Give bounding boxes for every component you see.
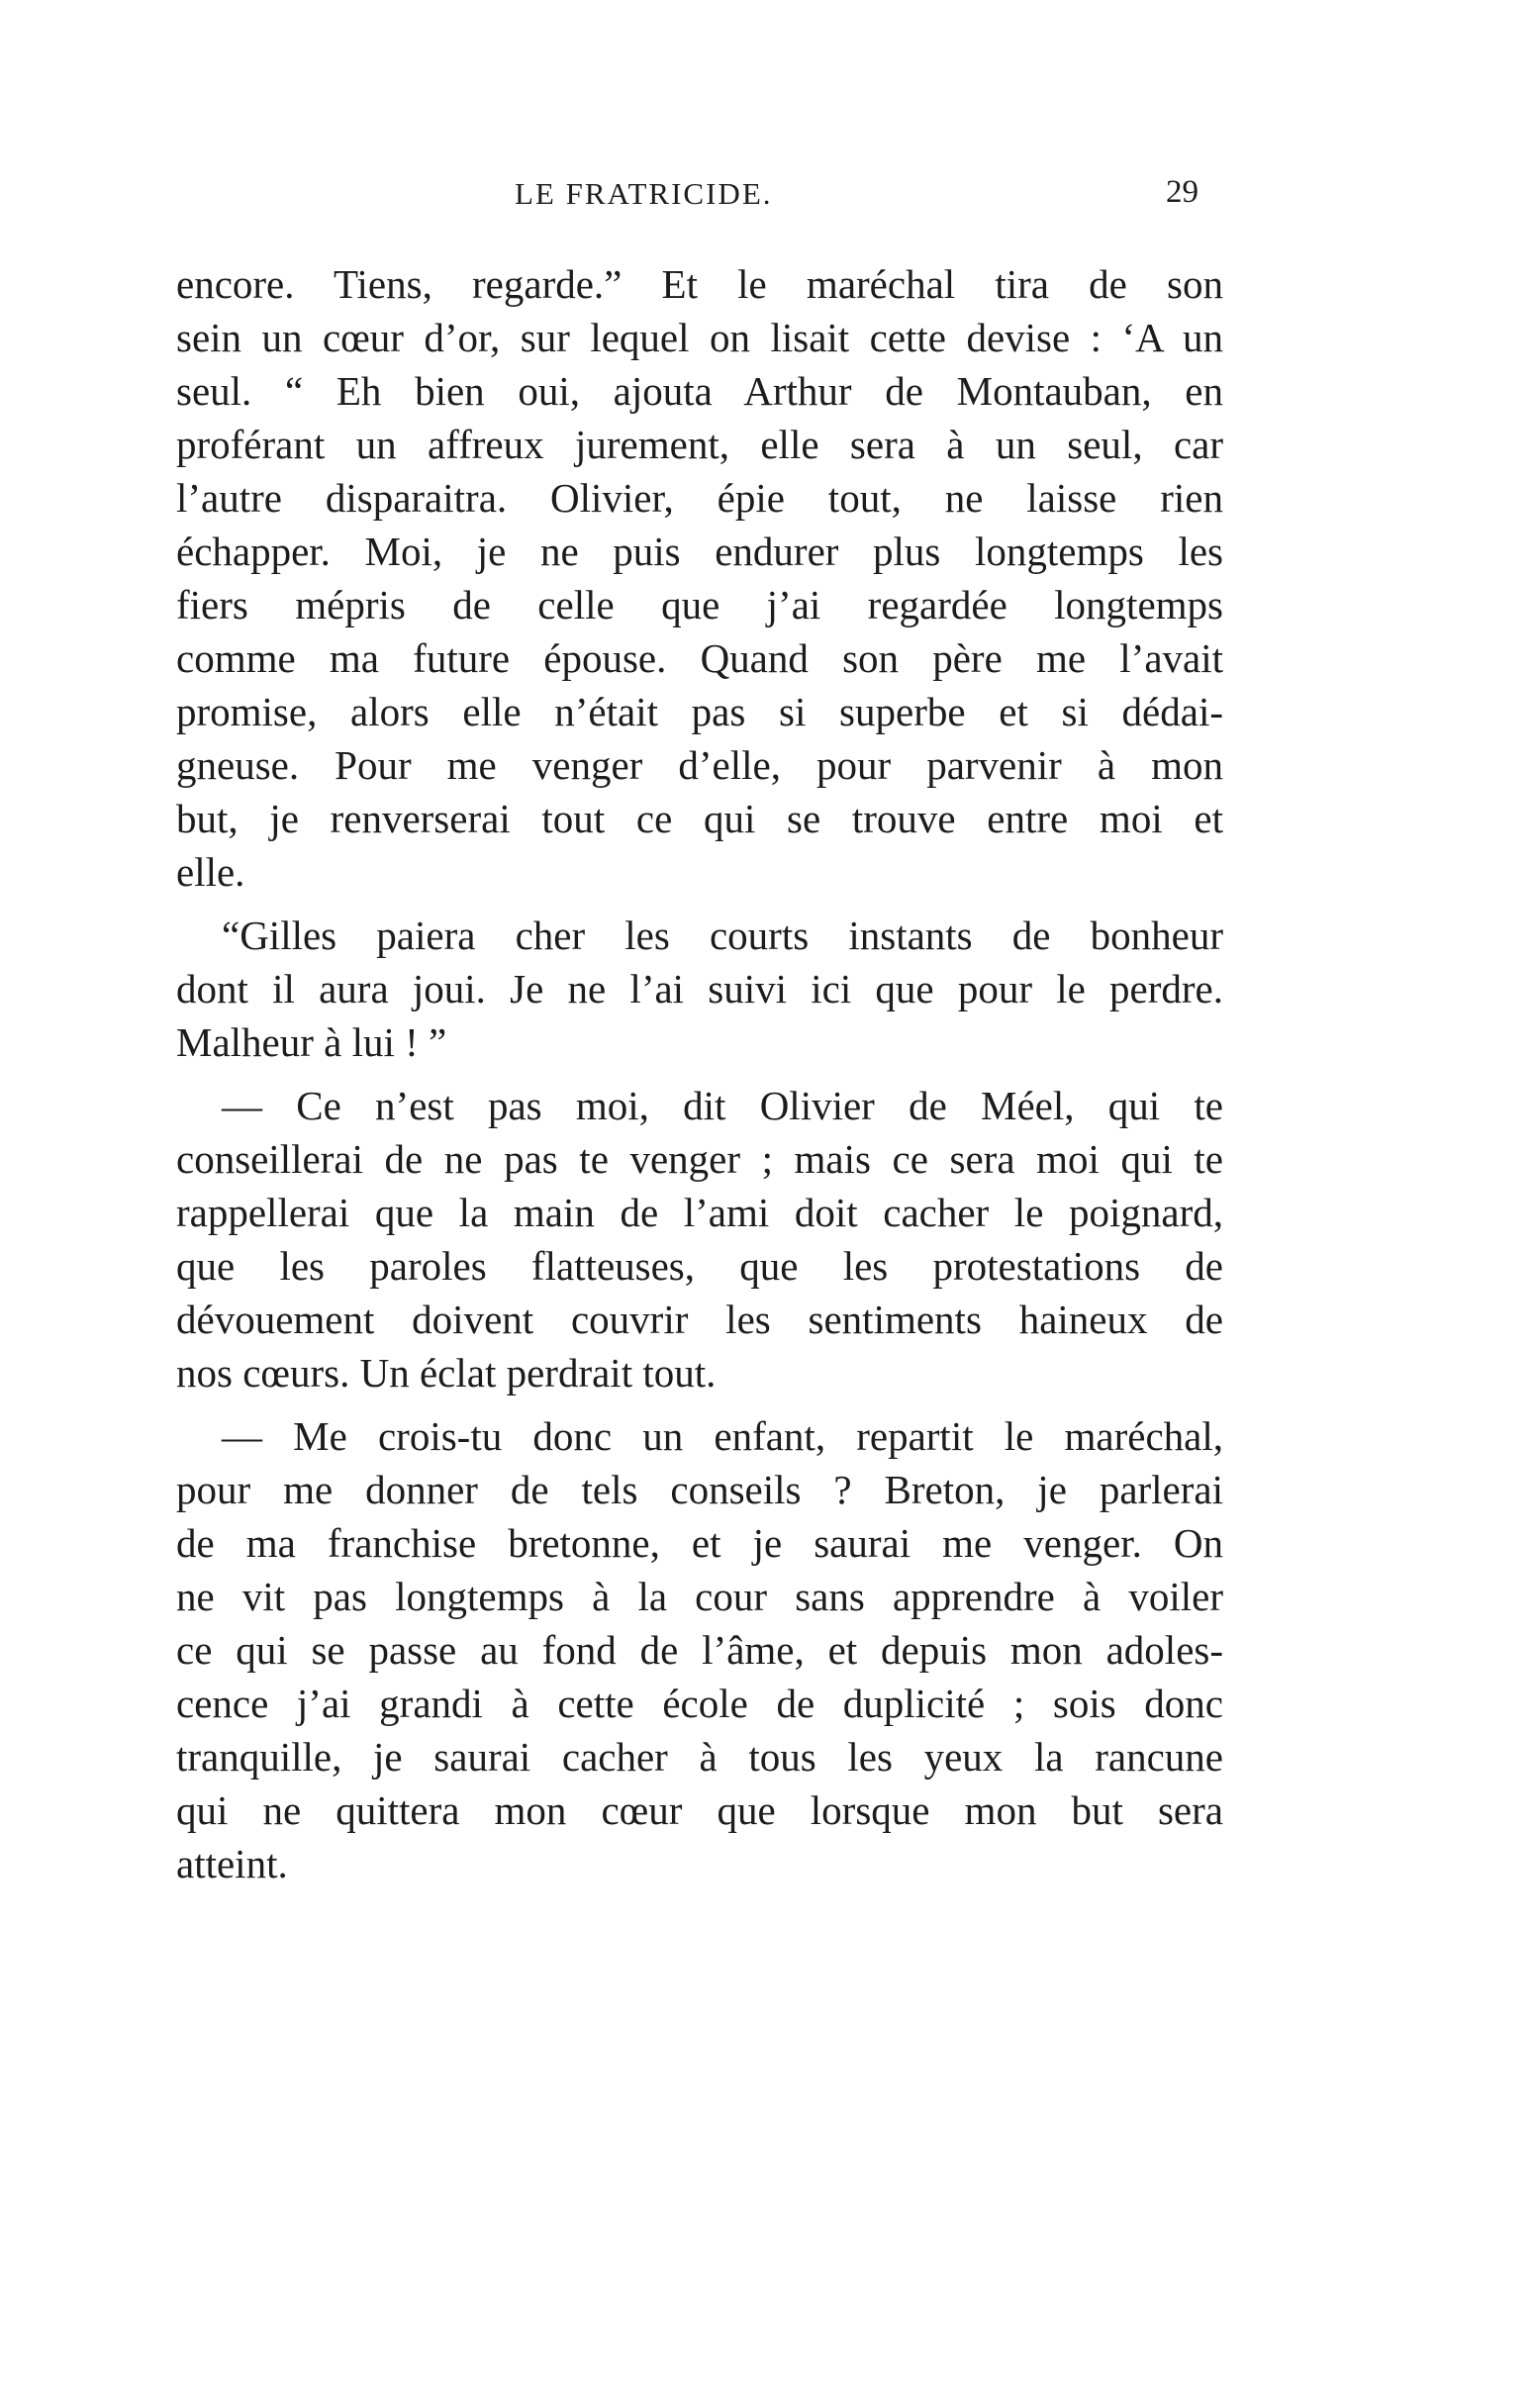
text-line: échapper. Moi, je ne puis endurer plus longtemps les — [176, 529, 1223, 574]
text-line: l’autre disparaitra. Olivier, épie tout, ne laisse rien — [176, 475, 1223, 521]
page-number: 29 — [1166, 174, 1198, 210]
text-line: but, je renverserai tout ce qui se trouve entre moi et — [176, 796, 1223, 841]
paragraph — [176, 257, 1223, 899]
paragraph — [176, 1079, 1223, 1399]
text-line: atteint. — [176, 1841, 288, 1886]
text-line: gneuse. Pour me venger d’elle, pour parvenir à mon — [176, 742, 1223, 788]
body-text — [176, 257, 1223, 1890]
text-line: conseillerai de ne pas te venger ; mais ce sera moi qui te — [176, 1136, 1223, 1182]
text-line: de ma franchise bretonne, et je saurai me venger. On — [176, 1520, 1223, 1566]
running-header — [0, 176, 1534, 226]
text-line: dévouement doivent couvrir les sentiments haineux de — [176, 1297, 1223, 1342]
text-line: promise, alors elle n’était pas si superbe et si dédai- — [176, 689, 1223, 734]
text-line: qui ne quittera mon cœur que lorsque mon but sera — [176, 1787, 1223, 1833]
text-line: tranquille, je saurai cacher à tous les yeux la rancune — [176, 1734, 1223, 1780]
text-line: encore. Tiens, regarde.” Et le maréchal tira de son — [176, 261, 1223, 307]
paragraph — [176, 909, 1223, 1069]
text-line: pour me donner de tels conseils ? Breton, je parlerai — [176, 1467, 1223, 1512]
text-line: comme ma future épouse. Quand son père me l’avait — [176, 635, 1223, 681]
text-line: elle. — [176, 849, 245, 895]
text-line: cence j’ai grandi à cette école de duplicité ; sois donc — [176, 1681, 1223, 1726]
text-line: proférant un affreux jurement, elle sera à un seul, car — [176, 422, 1223, 467]
text-line: nos cœurs. Un éclat perdrait tout. — [176, 1350, 717, 1396]
text-line: dont il aura joui. Je ne l’ai suivi ici que pour le perdre. — [176, 966, 1223, 1011]
text-line: que les paroles flatteuses, que les protestations de — [176, 1243, 1223, 1289]
text-line: — Me crois-tu donc un enfant, repartit le maréchal, — [222, 1413, 1223, 1459]
text-line: seul. “ Eh bien oui, ajouta Arthur de Montauban, en — [176, 368, 1223, 414]
text-line: Malheur à lui ! ” — [176, 1019, 447, 1065]
text-line: — Ce n’est pas moi, dit Olivier de Méel, qui te — [222, 1083, 1223, 1128]
running-title: LE FRATRICIDE. — [515, 176, 773, 211]
text-line: rappellerai que la main de l’ami doit cacher le poignard, — [176, 1190, 1223, 1235]
text-line: fiers mépris de celle que j’ai regardée longtemps — [176, 582, 1223, 627]
text-line: “Gilles paiera cher les courts instants de bonheur — [222, 913, 1223, 958]
text-line: sein un cœur d’or, sur lequel on lisait cette devise : ‘A un — [176, 315, 1223, 360]
text-line: ne vit pas longtemps à la cour sans apprendre à voiler — [176, 1574, 1223, 1619]
paragraph — [176, 1409, 1223, 1890]
text-line: ce qui se passe au fond de l’âme, et depuis mon adoles- — [176, 1627, 1223, 1673]
